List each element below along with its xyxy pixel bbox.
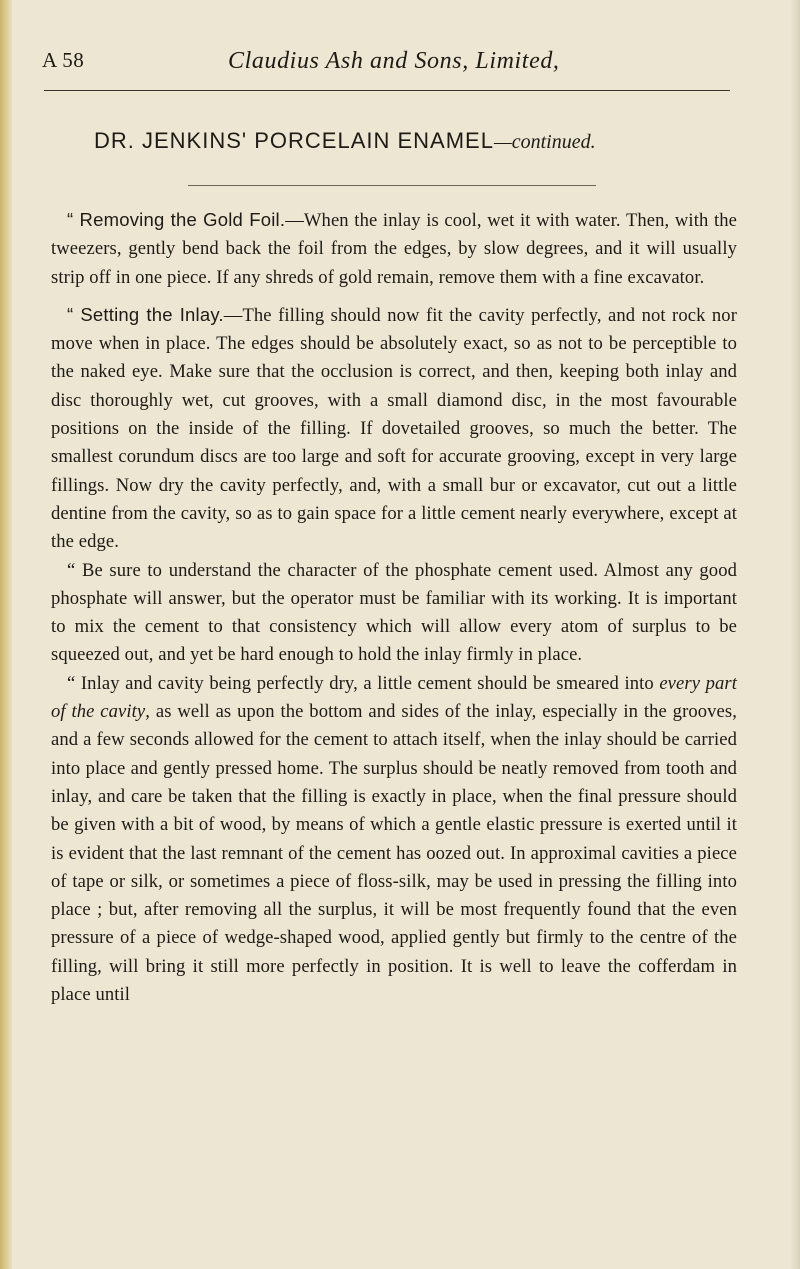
page-edge-shadow (790, 0, 800, 1269)
paragraph-text: “ Be sure to understand the character of the phosphate cement used. Almost any good phosphate will answer, but the operator must be familiar with its working. It is important to mix the cement to that consistency which will allow every atom of surplus to be squeezed out, and yet be hard enough to hold the inlay firmly in place. (51, 559, 737, 666)
section-title (94, 128, 596, 154)
title-rule (188, 185, 596, 186)
paragraph-setting-inlay (51, 301, 737, 557)
paragraph-text: —When the inlay is cool, wet it with water. Then, with the tweezers, gently bend back the foil from the edges, by slow degrees, and it will usually strip off in one piece. If any shreds of gold remain, remove them with a fine excavator. (51, 210, 737, 288)
book-binding-edge (0, 0, 12, 1269)
section-title-text: DR. JENKINS' PORCELAIN ENAMEL (94, 128, 494, 153)
paragraph-phosphate-cement (51, 557, 737, 670)
running-title: Claudius Ash and Sons, Limited, (228, 48, 560, 74)
paragraph-inlay-cavity (51, 670, 737, 1010)
paragraph-text: “ Inlay and cavity being perfectly dry, a little cement should be smeared into (67, 672, 660, 694)
header-rule (44, 90, 730, 91)
paragraph-text: —The filling should now fit the cavity perfectly, and not rock nor move when in place. The edges should be absolutely exact, so as not to be perceptible to the naked eye. Make sure that the occlusion is correct, and then, keeping both inlay and disc thoroughly wet, cut grooves, with a small diamond disc, in the most favourable positions on the inside of the filling. If dovetailed grooves, so much the better. The smallest corundum discs are too large and soft for accurate grooving, except in very large fillings. Now dry the cavity perfectly, and, with a small bur or excavator, cut out a little dentine from the cavity, so as to gain space for a little cement nearly everywhere, except at the edge. (51, 304, 737, 553)
run-in-heading: “ Setting the Inlay. (67, 303, 224, 325)
body-text (51, 206, 737, 1009)
running-header (42, 48, 732, 88)
section-continued-label: —continued. (493, 131, 596, 153)
run-in-heading: “ Removing the Gold Foil. (67, 209, 286, 230)
paragraph-text: , as well as upon the bottom and sides of the inlay, especially in the grooves, and a few seconds allowed for the cement to attach itself, when the inlay should be carried into place and gently pressed home. The surplus should be neatly removed from tooth and inlay, and care be taken that the filling is exactly in place, when the final pressure should be given with a bit of wood, by means of which a gentle elastic pressure is exerted until it is evident that the last remnant of the cement has oozed out. In approximal cavities a piece of tape or silk, or sometimes a piece of floss-silk, may be used in pressing the filling into place ; but, after removing all the surplus, it will be most frequently found that the even pressure of a piece of wedge-shaped wood, applied gently but firmly to the centre of the filling, will bring it still more perfectly in position. It is well to leave the cofferdam in place until (51, 701, 737, 1006)
paragraph-removing-foil (51, 206, 737, 292)
page-number: A 58 (42, 48, 85, 72)
emphasis-text: every part of the cavity (51, 672, 737, 723)
